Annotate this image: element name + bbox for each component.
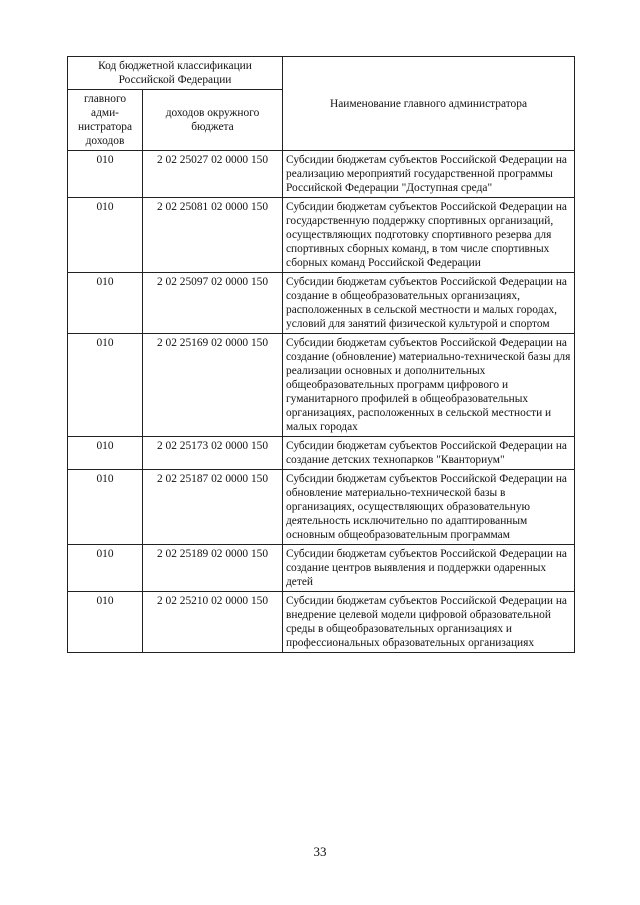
table-row [68, 437, 575, 470]
admin-code-cell: 010 [68, 151, 143, 198]
income-code-cell: 2 02 25173 02 0000 150 [143, 437, 283, 470]
administrator-name-cell: Субсидии бюджетам субъектов Российской Федерации на создание центров выявления и поддержки одаренных детей [283, 545, 575, 592]
table-row [68, 545, 575, 592]
income-code-cell: 2 02 25169 02 0000 150 [143, 334, 283, 437]
table-row [68, 592, 575, 653]
administrator-name-cell: Субсидии бюджетам субъектов Российской Федерации на создание (обновление) материально-технической базы для реализации основных и дополнительных общеобразовательных программ цифрового и гуманитарного профилей в общеобразовательных организациях, расположенных в сельской местности и малых городах [283, 334, 575, 437]
administrator-name-cell: Субсидии бюджетам субъектов Российской Федерации на создание в общеобразовательных организациях, расположенных в сельской местности и малых городах, условий для занятий физической культурой и спортом [283, 273, 575, 334]
income-code-cell: 2 02 25187 02 0000 150 [143, 470, 283, 545]
page-number: 33 [313, 844, 327, 859]
header-administrator-name: Наименование главного администратора [283, 57, 575, 151]
administrator-name-cell: Субсидии бюджетам субъектов Российской Федерации на государственную поддержку спортивных организаций, осуществляющих подготовку спортивного резерва для спортивных сборных команд, в том числе спортивных сборных команд Российской Федерации [283, 198, 575, 273]
administrator-name-cell: Субсидии бюджетам субъектов Российской Федерации на внедрение целевой модели цифровой образовательной среды в общеобразовательных организациях и профессиональных образовательных организациях [283, 592, 575, 653]
administrator-name-cell: Субсидии бюджетам субъектов Российской Федерации на создание детских технопарков "Кванториум" [283, 437, 575, 470]
administrator-name-cell: Субсидии бюджетам субъектов Российской Федерации на обновление материально-технической базы в организациях, осуществляющих образовательную деятельность исключительно по адаптированным основным общеобразовательным программам [283, 470, 575, 545]
budget-classification-table [67, 56, 575, 653]
table-row [68, 198, 575, 273]
income-code-cell: 2 02 25027 02 0000 150 [143, 151, 283, 198]
table-header [68, 57, 575, 151]
income-code-cell: 2 02 25081 02 0000 150 [143, 198, 283, 273]
income-code-cell: 2 02 25210 02 0000 150 [143, 592, 283, 653]
income-code-cell: 2 02 25097 02 0000 150 [143, 273, 283, 334]
table-row [68, 334, 575, 437]
table-row [68, 273, 575, 334]
header-district-budget-income: доходов окружного бюджета [143, 90, 283, 151]
admin-code-cell: 010 [68, 470, 143, 545]
income-code-cell: 2 02 25189 02 0000 150 [143, 545, 283, 592]
header-budget-classification-code: Код бюджетной классификации Российской Федерации [68, 57, 283, 90]
table-body [68, 151, 575, 653]
administrator-name-cell: Субсидии бюджетам субъектов Российской Федерации на реализацию мероприятий государственной программы Российской Федерации "Доступная среда" [283, 151, 575, 198]
table-row [68, 470, 575, 545]
admin-code-cell: 010 [68, 545, 143, 592]
admin-code-cell: 010 [68, 334, 143, 437]
admin-code-cell: 010 [68, 592, 143, 653]
admin-code-cell: 010 [68, 273, 143, 334]
table-row [68, 151, 575, 198]
admin-code-cell: 010 [68, 198, 143, 273]
admin-code-cell: 010 [68, 437, 143, 470]
header-main-administrator: главного адми-нистратора доходов [68, 90, 143, 151]
